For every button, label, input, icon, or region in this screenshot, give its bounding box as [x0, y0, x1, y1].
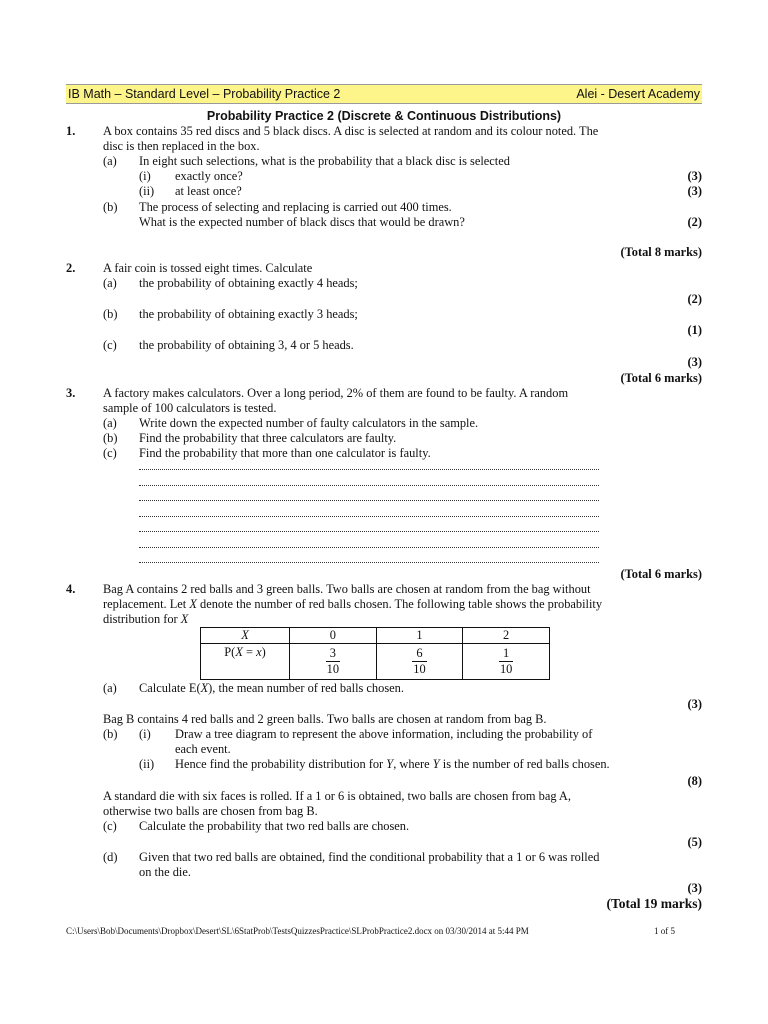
subpart-label: (i) — [139, 727, 151, 741]
probability-distribution-table — [200, 627, 550, 680]
marks: (3) — [687, 184, 702, 198]
answer-line[interactable] — [139, 546, 599, 548]
question-text: sample of 100 calculators is tested. — [103, 401, 277, 415]
answer-line[interactable] — [139, 484, 599, 486]
part-label: (b) — [103, 431, 118, 445]
part-label: (a) — [103, 276, 117, 290]
answer-line[interactable] — [139, 561, 599, 563]
footer-file-path: C:\Users\Bob\Documents\Dropbox\Desert\SL\6StatProb\TestsQuizzesPractice\SLProbPractice2.docx on 03/30/2014 at 5:44 PM — [66, 926, 529, 936]
answer-line[interactable] — [139, 468, 599, 470]
subpart-label: (i) — [139, 169, 151, 183]
part-label: (b) — [103, 200, 118, 214]
part-text: Calculate the probability that two red balls are chosen. — [139, 819, 410, 833]
part-label: (d) — [103, 850, 118, 864]
marks: (5) — [687, 835, 702, 849]
table-row — [201, 628, 550, 644]
fraction: $\frac{1}{10}$ — [499, 646, 513, 676]
header-bar — [66, 84, 702, 104]
part-text: Find the probability that more than one calculator is faulty. — [139, 446, 431, 460]
worksheet-title: Probability Practice 2 (Discrete & Continuous Distributions) — [206, 109, 562, 123]
header-course-title: IB Math – Standard Level – Probability Practice 2 — [68, 87, 341, 101]
table-cell: 2 — [463, 628, 550, 644]
marks: (2) — [687, 215, 702, 229]
total-marks: (Total 6 marks) — [620, 567, 702, 581]
question-text: replacement. Let X denote the number of red balls chosen. The following table shows the probability — [103, 597, 603, 611]
table-header-cell: P(X = x) — [201, 644, 290, 680]
question-number: 3. — [66, 386, 76, 400]
part-text: Find the probability that three calculators are faulty. — [139, 431, 397, 445]
part-text: Given that two red balls are obtained, find the conditional probability that a 1 or 6 was rolled — [139, 850, 600, 864]
part-label: (a) — [103, 154, 117, 168]
table-cell — [290, 644, 377, 680]
part-label: (c) — [103, 338, 117, 352]
question-text: distribution for X — [103, 612, 189, 626]
fraction: $\frac{3}{10}$ — [326, 646, 340, 676]
part-label: (b) — [103, 307, 118, 321]
total-marks: (Total 6 marks) — [620, 371, 702, 385]
subpart-label: (ii) — [139, 184, 155, 198]
part-label: (a) — [103, 681, 117, 695]
table-cell — [463, 644, 550, 680]
marks: (3) — [687, 169, 702, 183]
question-text: Bag A contains 2 red balls and 3 green balls. Two balls are chosen at random from the bag without — [103, 582, 591, 596]
part-text: Write down the expected number of faulty calculators in the sample. — [139, 416, 479, 430]
subpart-text: exactly once? — [175, 169, 243, 183]
table-cell: 0 — [290, 628, 377, 644]
question-text: otherwise two balls are chosen from bag B. — [103, 804, 318, 818]
subpart-label: (ii) — [139, 757, 155, 771]
question-text: A standard die with six faces is rolled. If a 1 or 6 is obtained, two balls are chosen from bag A, — [103, 789, 571, 803]
question-number: 4. — [66, 582, 76, 596]
table-row — [201, 644, 550, 680]
question-number: 1. — [66, 124, 76, 138]
part-text: the probability of obtaining 3, 4 or 5 heads. — [139, 338, 354, 352]
header-school: Alei - Desert Academy — [576, 87, 700, 101]
question-text: Bag B contains 4 red balls and 2 green balls. Two balls are chosen at random from bag B. — [103, 712, 547, 726]
part-label: (a) — [103, 416, 117, 430]
answer-line[interactable] — [139, 530, 599, 532]
marks: (8) — [687, 774, 702, 788]
part-text: on the die. — [139, 865, 191, 879]
fraction: $\frac{6}{10}$ — [413, 646, 426, 676]
table-cell — [376, 644, 463, 680]
subpart-text: Hence find the probability distribution for Y, where Y is the number of red balls chosen. — [175, 757, 610, 771]
question-text: A box contains 35 red discs and 5 black discs. A disc is selected at random and its colour noted. The — [103, 124, 599, 138]
answer-line[interactable] — [139, 515, 599, 517]
question-text: A factory makes calculators. Over a long period, 2% of them are found to be faulty. A random — [103, 386, 569, 400]
question-text: A fair coin is tossed eight times. Calculate — [103, 261, 313, 275]
part-text: the probability of obtaining exactly 3 heads; — [139, 307, 358, 321]
subpart-text: each event. — [175, 742, 231, 756]
marks: (3) — [687, 881, 702, 895]
answer-line[interactable] — [139, 499, 599, 501]
footer-page-number: 1 of 5 — [654, 926, 675, 936]
question-number: 2. — [66, 261, 76, 275]
table-header-cell: X — [201, 628, 290, 644]
marks: (1) — [687, 323, 702, 337]
part-label: (c) — [103, 446, 117, 460]
part-label: (b) — [103, 727, 118, 741]
part-text: Calculate E(X), the mean number of red balls chosen. — [139, 681, 404, 695]
subpart-text: at least once? — [175, 184, 242, 198]
total-marks: (Total 8 marks) — [620, 245, 702, 259]
marks: (3) — [687, 355, 702, 369]
table-cell: 1 — [376, 628, 463, 644]
part-text: the probability of obtaining exactly 4 heads; — [139, 276, 358, 290]
part-text: In eight such selections, what is the probability that a black disc is selected — [139, 154, 510, 168]
part-text: The process of selecting and replacing is carried out 400 times. — [139, 200, 452, 214]
question-text: disc is then replaced in the box. — [103, 139, 260, 153]
marks: (2) — [687, 292, 702, 306]
part-label: (c) — [103, 819, 117, 833]
total-marks: (Total 19 marks) — [606, 896, 702, 911]
part-text: What is the expected number of black discs that would be drawn? — [139, 215, 465, 229]
subpart-text: Draw a tree diagram to represent the above information, including the probability of — [175, 727, 593, 741]
marks: (3) — [687, 697, 702, 711]
